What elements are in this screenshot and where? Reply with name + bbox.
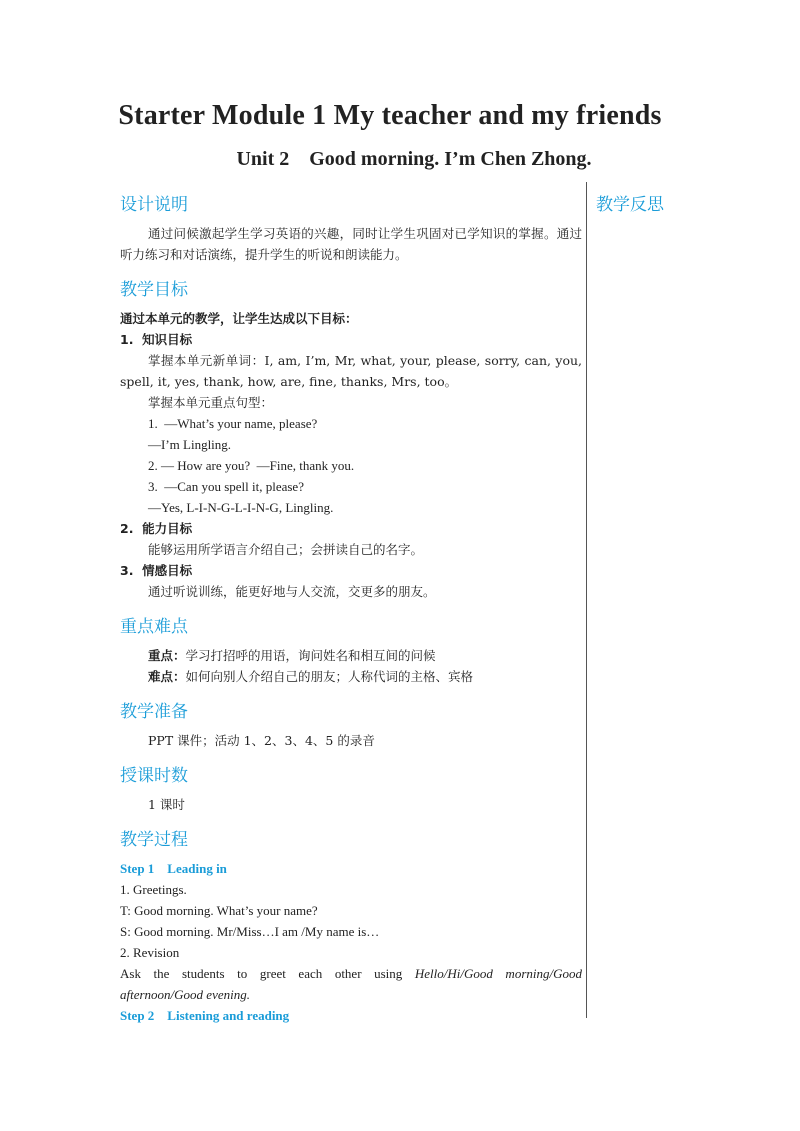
- sentence-1: 1. —What’s your name, please?: [148, 416, 318, 431]
- key-point: [120, 645, 582, 666]
- emotion-title: 3. 情感目标: [120, 563, 193, 578]
- prep-text: PPT 课件；活动 1、2、3、4、5 的录音: [148, 733, 375, 748]
- sentence-4: 3. —Can you spell it, please?: [148, 479, 304, 494]
- knowledge-words: 掌握本单元新单词：I, am, I’m, Mr, what, your, please, sorry, can, you, spell, it, yes, thank, how, are, fine, thanks, Mrs, too。: [120, 353, 582, 389]
- key-text: 学习打招呼的用语，询问姓名和相互间的问候: [185, 648, 436, 663]
- ask-prefix: Ask the students to greet each other using: [120, 966, 415, 981]
- process-ask: [120, 963, 582, 1005]
- goals-heading: 教学目标: [120, 280, 188, 300]
- emotion-text: 通过听说训练，能更好地与人交流，交更多的朋友。: [148, 584, 436, 599]
- sentence-3: 2. — How are you? —Fine, thank you.: [148, 458, 355, 473]
- key-label: 重点：: [148, 648, 186, 663]
- ability-title: 2. 能力目标: [120, 521, 193, 536]
- difficulty: [120, 666, 582, 687]
- keypoints-heading: 重点难点: [120, 617, 188, 637]
- page-subtitle: Unit 2 Good morning. I’m Chen Zhong.: [236, 148, 592, 170]
- main-content: [120, 190, 582, 1026]
- difficulty-label: 难点：: [148, 669, 186, 684]
- knowledge-title: 1. 知识目标: [120, 332, 193, 347]
- goals-intro: 通过本单元的教学，让学生达成以下目标：: [120, 311, 358, 326]
- ask-italic: Hello/Hi/Good morning/Good afternoon/Good evening.: [120, 966, 582, 1002]
- sentence-2: —I’m Lingling.: [148, 437, 232, 452]
- column-divider: [586, 182, 587, 1018]
- hours-heading: 授课时数: [120, 766, 188, 786]
- process-line-4: 2. Revision: [120, 945, 180, 960]
- difficulty-text: 如何向别人介绍自己的朋友；人称代词的主格、宾格: [185, 669, 474, 684]
- ability-text: 能够运用所学语言介绍自己；会拼读自己的名字。: [148, 542, 424, 557]
- process-heading: 教学过程: [120, 830, 188, 850]
- sentence-5: —Yes, L-I-N-G-L-I-N-G, Lingling.: [148, 500, 334, 515]
- step-1-heading: Step 1 Leading in: [120, 861, 227, 876]
- design-heading: 设计说明: [120, 195, 188, 215]
- process-line-2: T: Good morning. What’s your name?: [120, 903, 318, 918]
- design-text: 通过问候激起学生学习英语的兴趣，同时让学生巩固对已学知识的掌握。通过听力练习和对话演练，提升学生的听说和朗读能力。: [120, 226, 582, 262]
- step-2-heading: Step 2 Listening and reading: [120, 1008, 290, 1023]
- process-line-1: 1. Greetings.: [120, 882, 187, 897]
- sentence-intro: 掌握本单元重点句型：: [148, 395, 274, 410]
- process-line-3: S: Good morning. Mr/Miss…I am /My name is…: [120, 924, 380, 939]
- prep-heading: 教学准备: [120, 702, 188, 722]
- page-title: Starter Module 1 My teacher and my friends: [118, 100, 662, 131]
- reflection-heading: 教学反思: [596, 195, 664, 215]
- hours-text: 1 课时: [148, 797, 185, 812]
